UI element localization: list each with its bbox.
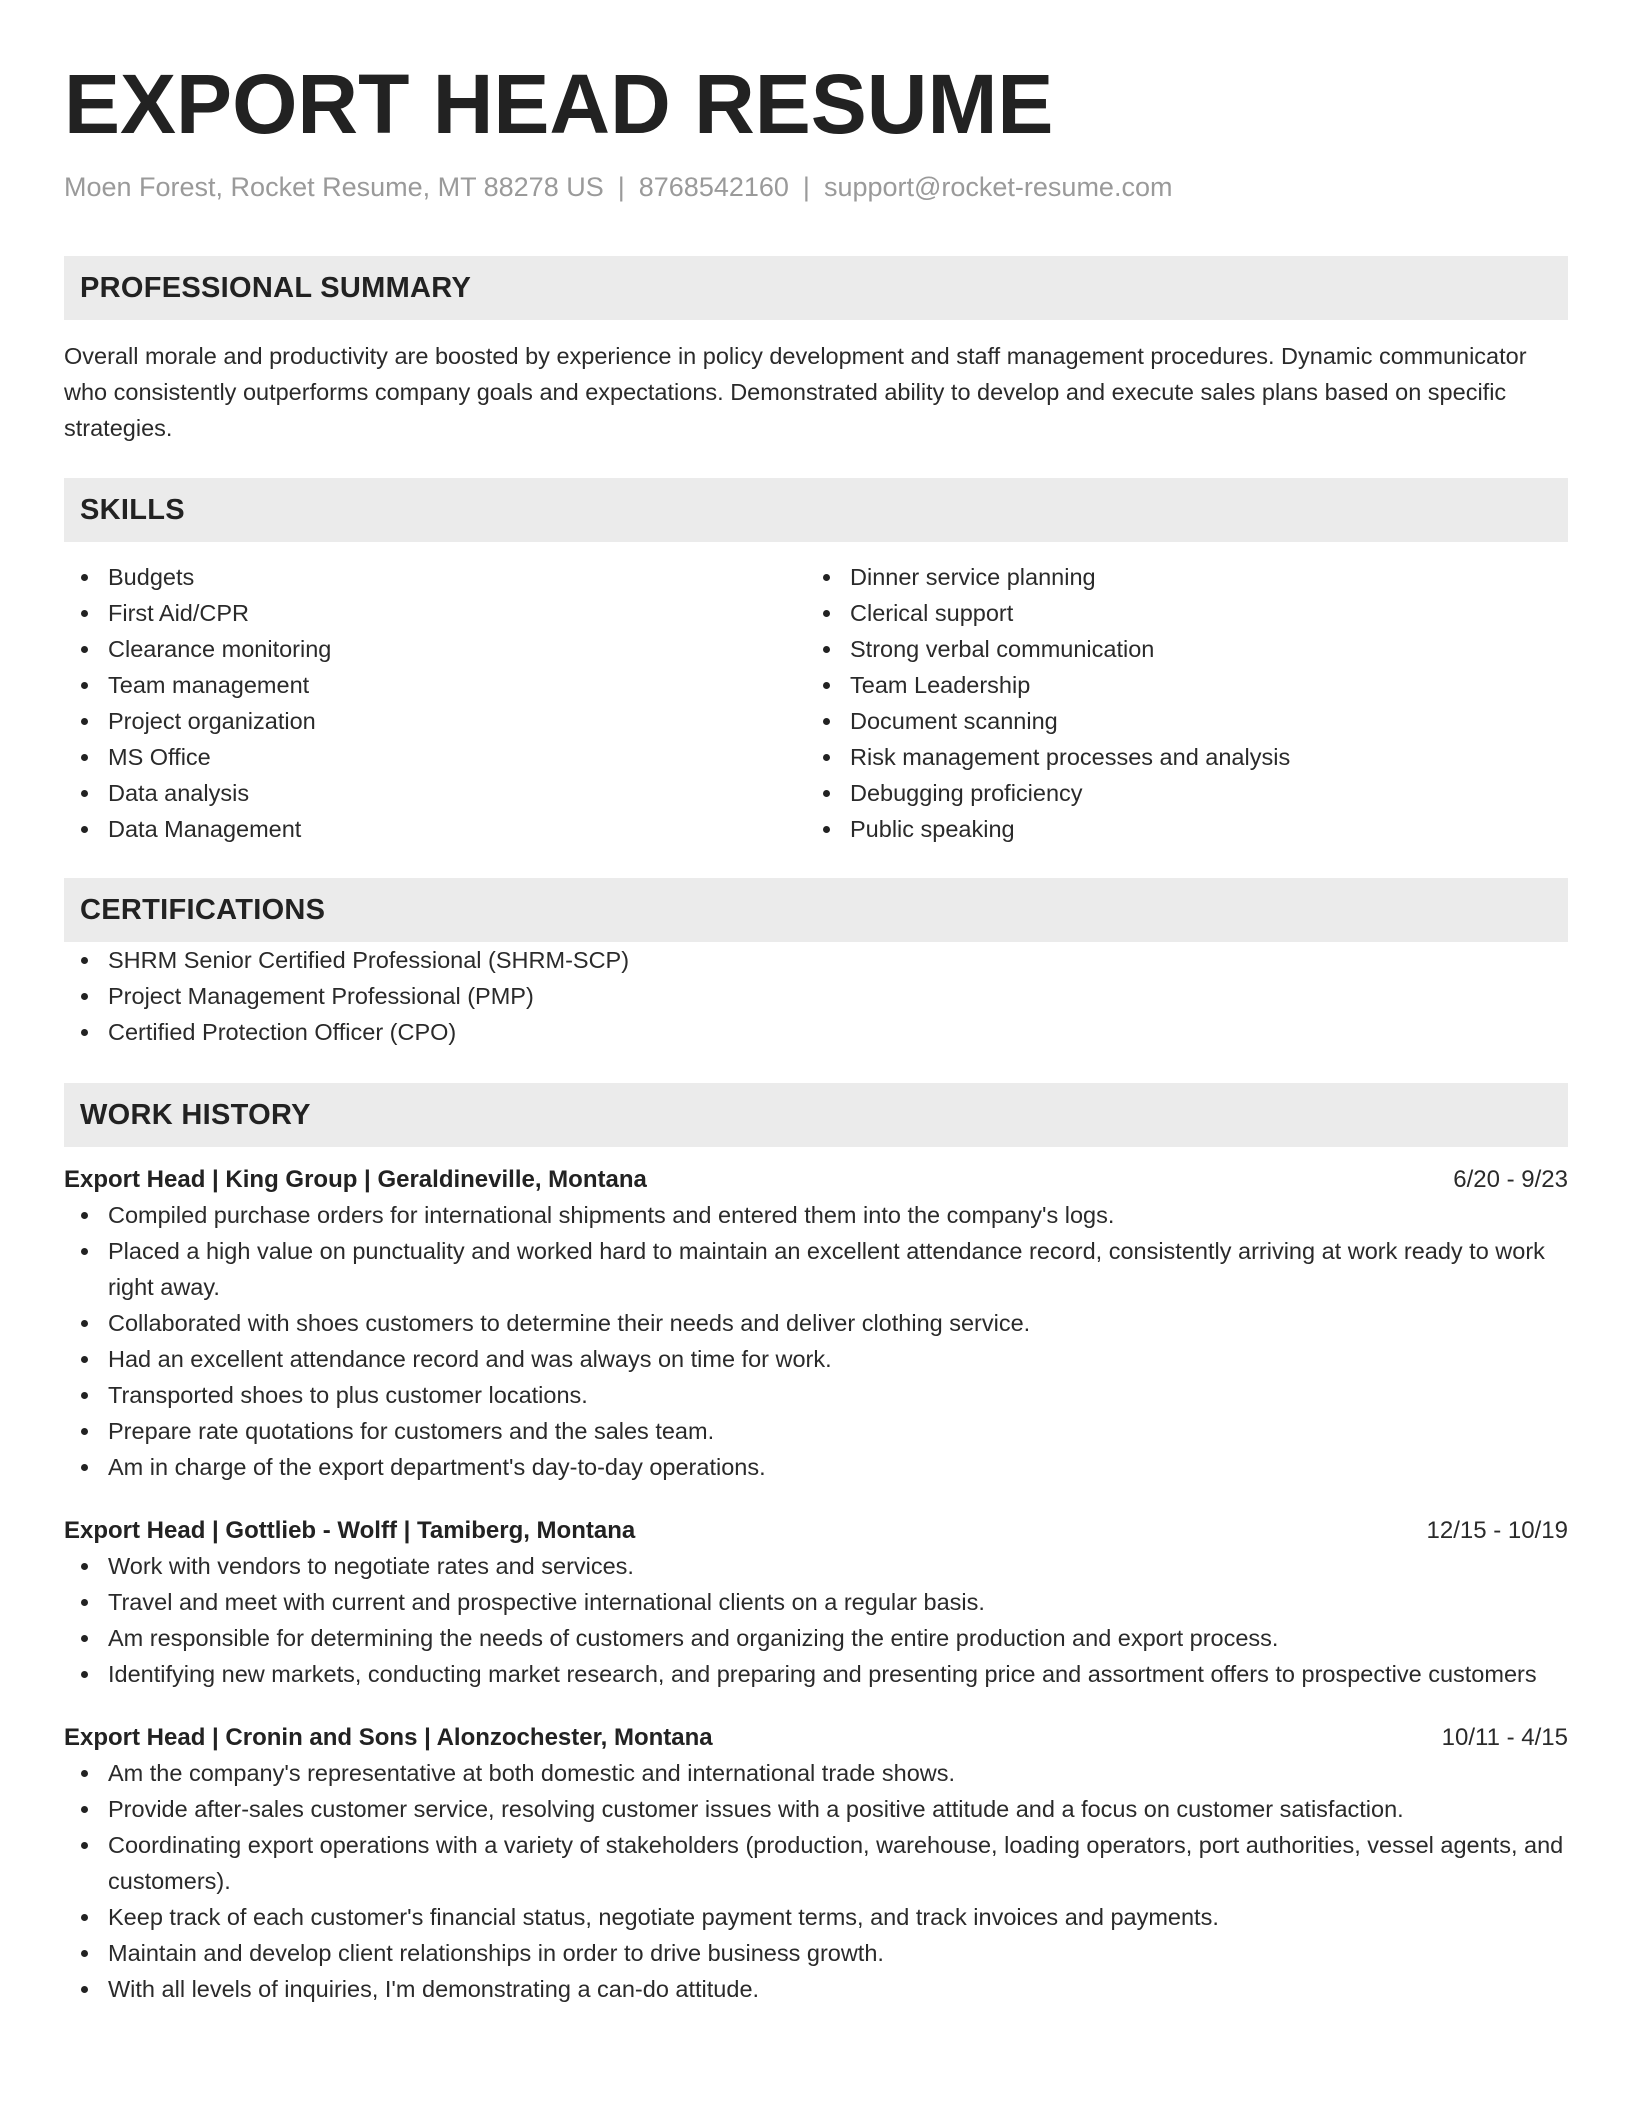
work-history-list: [64, 1163, 1568, 2007]
job-entry: [64, 1721, 1568, 2007]
skills-grid: [64, 559, 1568, 847]
contact-email: support@rocket-resume.com: [823, 172, 1173, 202]
job-header: [64, 1514, 1568, 1548]
skill-item: Data analysis: [64, 775, 806, 811]
job-bullet-list: [64, 1548, 1568, 1692]
job-bullet: Had an excellent attendance record and was always on time for work.: [64, 1341, 1568, 1377]
skill-item: Strong verbal communication: [806, 631, 1548, 667]
skills-column-right: [806, 559, 1548, 847]
job-bullet-list: [64, 1197, 1568, 1485]
contact-line: [64, 170, 1568, 204]
skills-column-left: [64, 559, 806, 847]
contact-phone: 8768542160: [638, 172, 789, 202]
job-title: Export Head | King Group | Geraldineville, Montana: [64, 1166, 647, 1193]
job-bullet: Compiled purchase orders for international shipments and entered them into the company's logs.: [64, 1197, 1568, 1233]
job-header: [64, 1721, 1568, 1755]
skill-item: Project organization: [64, 703, 806, 739]
certification-item: SHRM Senior Certified Professional (SHRM-SCP): [64, 942, 1568, 978]
job-dates: 6/20 - 9/23: [1453, 1166, 1568, 1193]
resume-page: [64, 0, 1568, 2007]
skill-item: Clerical support: [806, 595, 1548, 631]
skill-item: Risk management processes and analysis: [806, 739, 1548, 775]
certifications-list: [64, 942, 1568, 1050]
job-bullet: Transported shoes to plus customer locations.: [64, 1377, 1568, 1413]
job-bullet: Placed a high value on punctuality and worked hard to maintain an excellent attendance record, consistently arriving at work ready to work right away.: [64, 1233, 1568, 1305]
skill-item: First Aid/CPR: [64, 595, 806, 631]
job-bullet: Maintain and develop client relationships in order to drive business growth.: [64, 1935, 1568, 1971]
job-bullet: Coordinating export operations with a variety of stakeholders (production, warehouse, loading operators, port authorities, vessel agents, and customers).: [64, 1827, 1568, 1899]
job-bullet: Identifying new markets, conducting market research, and preparing and presenting price and assortment offers to prospective customers: [64, 1656, 1568, 1692]
section-heading-work-history: WORK HISTORY: [64, 1083, 1568, 1147]
job-title: Export Head | Gottlieb - Wolff | Tamiberg, Montana: [64, 1517, 636, 1544]
certification-item: Certified Protection Officer (CPO): [64, 1014, 1568, 1050]
job-bullet: Collaborated with shoes customers to determine their needs and deliver clothing service.: [64, 1305, 1568, 1341]
skill-item: Budgets: [64, 559, 806, 595]
skill-item: Debugging proficiency: [806, 775, 1548, 811]
contact-separator: |: [802, 172, 810, 202]
skills-list-right: [806, 559, 1548, 847]
job-bullet-list: [64, 1755, 1568, 2007]
job-dates: 10/11 - 4/15: [1441, 1724, 1568, 1751]
job-bullet: Am in charge of the export department's day-to-day operations.: [64, 1449, 1568, 1485]
job-bullet: Am responsible for determining the needs of customers and organizing the entire production and export process.: [64, 1620, 1568, 1656]
skill-item: Team management: [64, 667, 806, 703]
resume-title: EXPORT HEAD RESUME: [64, 57, 1054, 151]
skill-item: Team Leadership: [806, 667, 1548, 703]
job-dates: 12/15 - 10/19: [1426, 1517, 1568, 1544]
skill-item: Public speaking: [806, 811, 1548, 847]
skill-item: MS Office: [64, 739, 806, 775]
summary-paragraph: Overall morale and productivity are boosted by experience in policy development and staff management procedures. Dynamic communicator who consistently outperforms company goals and expectations. Demonstrated ability to develop and execute sales plans based on specific strategies.: [64, 343, 1527, 441]
section-heading-certifications: CERTIFICATIONS: [64, 878, 1568, 942]
job-bullet: Keep track of each customer's financial status, negotiate payment terms, and track invoices and payments.: [64, 1899, 1568, 1935]
contact-separator: |: [617, 172, 625, 202]
job-bullet: Prepare rate quotations for customers and the sales team.: [64, 1413, 1568, 1449]
skill-item: Document scanning: [806, 703, 1548, 739]
job-entry: [64, 1163, 1568, 1485]
contact-address: Moen Forest, Rocket Resume, MT 88278 US: [64, 172, 604, 202]
job-bullet: Travel and meet with current and prospective international clients on a regular basis.: [64, 1584, 1568, 1620]
job-bullet: Work with vendors to negotiate rates and services.: [64, 1548, 1568, 1584]
section-heading-summary: PROFESSIONAL SUMMARY: [64, 256, 1568, 320]
job-header: [64, 1163, 1568, 1197]
certification-item: Project Management Professional (PMP): [64, 978, 1568, 1014]
job-bullet: Provide after-sales customer service, resolving customer issues with a positive attitude and a focus on customer satisfaction.: [64, 1791, 1568, 1827]
job-bullet: With all levels of inquiries, I'm demonstrating a can-do attitude.: [64, 1971, 1568, 2007]
job-bullet: Am the company's representative at both domestic and international trade shows.: [64, 1755, 1568, 1791]
skill-item: Data Management: [64, 811, 806, 847]
job-title: Export Head | Cronin and Sons | Alonzochester, Montana: [64, 1724, 713, 1751]
section-heading-skills: SKILLS: [64, 478, 1568, 542]
skill-item: Clearance monitoring: [64, 631, 806, 667]
job-entry: [64, 1514, 1568, 1692]
skills-list-left: [64, 559, 806, 847]
skill-item: Dinner service planning: [806, 559, 1548, 595]
